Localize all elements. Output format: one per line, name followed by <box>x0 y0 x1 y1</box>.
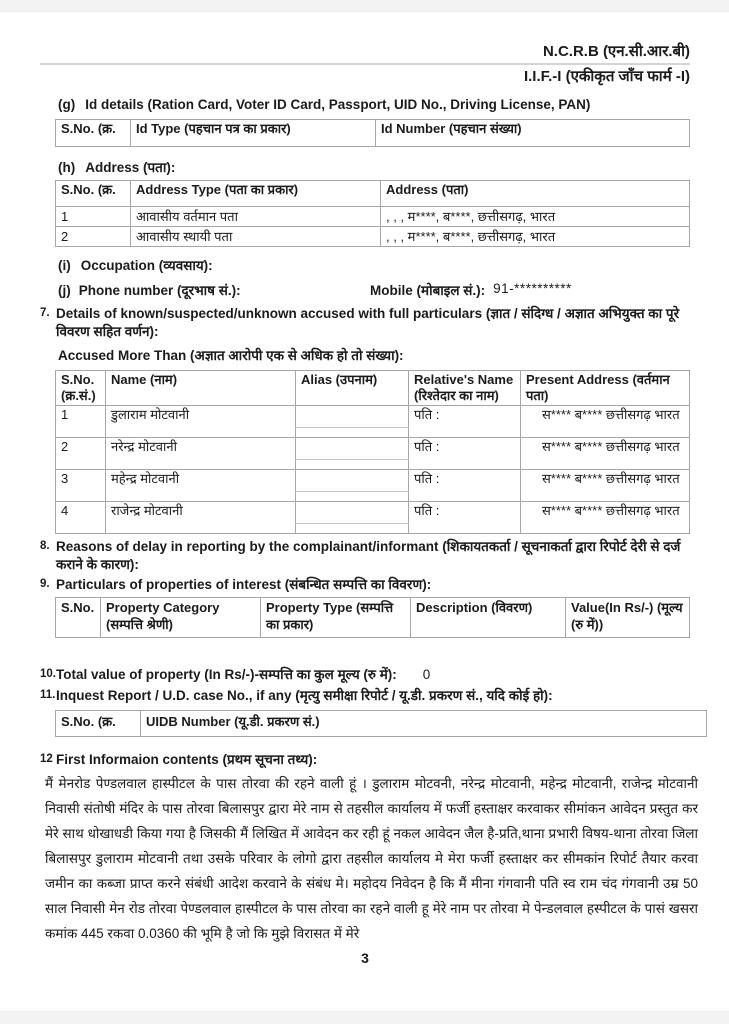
first-information-contents: मैं मेनरोड पेण्डलवाल हास्पीटल के पास तोरवा की रहने वाली हूं । डुलाराम मोटवनी, नरेन्द्र मोटवानी, महेन्द्र मोटवानी, राजेन्द्र मोटवानी निवासी संतोषी मंदिर के पास तोरवा बिलासपुर द्वारा मेरे नाम से तहसील कार्यालय में फर्जी हस्ताक्षर करवाकर सीमांकन आवेदन प्रस्तुत कर मेरे साथ धोखाधडी किया गया है जिसकी मैं लिखित में आवेदन कर रही हूं नकल आवेदन जैल है-प्रति,थाना प्रभारी विषय-थाना तोरवा जिला बिलासपुर डुलाराम मोटवानी तथा उसके परिवार के लोगो द्वारा तहसील कार्यालय मे मेरा फर्जी हस्ताक्षर कर सीमकांन रिपोर्ट तैयार करवा जमीन का कब्जा प्राप्त करने संबंधी आदेश करवाने के संबंध मे। महोदय निवेदन है कि मैं मीना गंगवानी पति स्व राम चंद गंगवानी उम्र 50 साल निवासी मेन रोड तोरवा पेण्डलवाल हास्पीटल के पास तोरवा का रहने वाली हू मेरे नाम पर तोरवा मे पेन्डलवाल हस्पीटल के पासं खसरा कमांक 445 रकवा 0.0360 की भूमि है जो कि मुझे विरासत में मेरे <box>45 776 698 941</box>
address-type-header: Address Type (पता का प्रकार) <box>131 181 381 207</box>
inquest-header-row <box>56 711 707 737</box>
accused-row-sno: 4 <box>56 502 106 534</box>
accused-row <box>56 502 690 534</box>
accused-row <box>56 438 690 470</box>
section-j-title: Phone number (दूरभाष सं.): <box>78 283 241 298</box>
section-j-heading <box>58 281 690 299</box>
property-sno-header: S.No. <box>56 598 101 638</box>
section-12-title: First Informaion contents (प्रथम सूचना तथ्य): <box>56 752 318 767</box>
address-row-sno: 1 <box>56 207 131 227</box>
section-11-number: 11. <box>40 689 56 701</box>
accused-row-name: नरेन्द्र मोटवानी <box>106 438 296 470</box>
id-type-header: Id Type (पहचान पत्र का प्रकार) <box>131 120 376 147</box>
property-category-header: Property Category (सम्पत्ति श्रेणी) <box>101 598 261 638</box>
id-details-table <box>55 119 690 147</box>
section-12-heading <box>40 751 690 769</box>
total-value-label: Total value of property (In Rs/-)-सम्पत्ति का कुल मूल्य (रु में): <box>56 667 397 682</box>
accused-row-name: डुलाराम मोटवानी <box>106 406 296 438</box>
section-h-label: (h) <box>58 160 76 175</box>
section-7-heading <box>40 305 690 341</box>
phone-number-label <box>58 281 370 299</box>
accused-alias-header: Alias (उपनाम) <box>296 371 409 406</box>
address-row-sno: 2 <box>56 227 131 247</box>
accused-row-address: स**** ब**** छत्तीसगढ़ भारत <box>521 502 690 534</box>
section-9-heading <box>40 576 690 594</box>
section-h-heading <box>58 159 690 177</box>
accused-row-relative: पति : <box>409 438 521 470</box>
accused-row <box>56 470 690 502</box>
accused-row-relative: पति : <box>409 502 521 534</box>
alias-subcell-divider <box>295 459 409 460</box>
accused-row-address: स**** ब**** छत्तीसगढ़ भारत <box>521 406 690 438</box>
address-row-value: , , , म****, ब****, छत्तीसगढ़, भारत <box>381 227 690 247</box>
accused-row-sno: 2 <box>56 438 106 470</box>
address-row-type: आवासीय वर्तमान पता <box>131 207 381 227</box>
accused-row-alias <box>296 438 409 470</box>
accused-row <box>56 406 690 438</box>
section-10-title <box>56 666 690 684</box>
section-8-heading <box>40 538 690 574</box>
total-value-amount: 0 <box>422 667 431 682</box>
section-7-title: Details of known/suspected/unknown accused with full particulars (ज्ञात / संदिग्ध / अज्ञात अभियुक्त का पूरे विवरण सहित वर्णन): <box>56 306 680 339</box>
accused-address-header: Present Address (वर्तमान पता) <box>521 371 690 406</box>
accused-row-address: स**** ब**** छत्तीसगढ़ भारत <box>521 438 690 470</box>
accused-row-alias <box>296 502 409 534</box>
accused-sno-header: S.No. (क्र.सं.) <box>56 371 106 406</box>
address-row-value: , , , म****, ब****, छत्तीसगढ़, भारत <box>381 207 690 227</box>
properties-table <box>55 597 690 638</box>
accused-row-name: महेन्द्र मोटवानी <box>106 470 296 502</box>
id-details-header-row <box>56 120 690 147</box>
accused-row-relative: पति : <box>409 406 521 438</box>
inquest-uidb-header: UIDB Number (यू.डी. प्रकरण सं.) <box>141 711 707 737</box>
address-row <box>56 227 690 247</box>
section-g-label: (g) <box>58 97 76 112</box>
address-sno-header: S.No. (क्र. <box>56 181 131 207</box>
section-12-number: 12 <box>40 753 53 765</box>
property-description-header: Description (विवरण) <box>411 598 566 638</box>
properties-header-row <box>56 598 690 638</box>
accused-row-sno: 1 <box>56 406 106 438</box>
form-title: I.I.F.-I (एकीकृत जाँच फार्म -I) <box>523 68 690 85</box>
accused-more-than-label: Accused More Than (अज्ञात आरोपी एक से अधिक हो तो संख्या): <box>58 348 404 363</box>
accused-header-row <box>56 371 690 406</box>
mobile-label: Mobile (मोबाइल सं.): <box>370 283 486 298</box>
section-i-label: (i) <box>58 258 71 273</box>
page-number: 3 <box>361 950 369 966</box>
section-10-heading <box>40 666 690 684</box>
section-i-heading <box>58 257 690 275</box>
alias-subcell-divider <box>295 491 409 492</box>
header-divider <box>40 63 690 65</box>
accused-row-alias <box>296 406 409 438</box>
accused-row-sno: 3 <box>56 470 106 502</box>
property-value-header: Value(In Rs/-) (मूल्य (रु में)) <box>566 598 690 638</box>
accused-relative-header: Relative's Name (रिश्तेदार का नाम) <box>409 371 521 406</box>
alias-subcell-divider <box>295 427 409 428</box>
address-header-row <box>56 181 690 207</box>
section-8-number: 8. <box>40 540 50 552</box>
document-content <box>0 42 729 966</box>
accused-name-header: Name (नाम) <box>106 371 296 406</box>
section-g-title: Id details (Ration Card, Voter ID Card, Passport, UID No., Driving License, PAN) <box>85 97 591 112</box>
ncrb-title: N.C.R.B (एन.सी.आर.बी) <box>542 43 690 60</box>
mobile-value: 91-********** <box>493 281 572 296</box>
address-row <box>56 207 690 227</box>
alias-subcell-divider <box>295 523 409 524</box>
document-header <box>40 42 690 86</box>
section-g-heading <box>58 96 690 114</box>
section-9-title: Particulars of properties of interest (संबन्धित सम्पत्ति का विवरण): <box>56 577 432 592</box>
section-i-title: Occupation (व्यवसाय): <box>80 258 213 273</box>
accused-row-alias <box>296 470 409 502</box>
scan-edge-bottom <box>0 1011 729 1024</box>
section-11-heading <box>40 687 690 705</box>
accused-row-address: स**** ब**** छत्तीसगढ़ भारत <box>521 470 690 502</box>
accused-row-relative: पति : <box>409 470 521 502</box>
inquest-table <box>55 710 707 737</box>
accused-row-name: राजेन्द्र मोटवानी <box>106 502 296 534</box>
section-j-label: (j) <box>58 283 71 298</box>
section-11-title: Inquest Report / U.D. case No., if any (मृत्यु समीक्षा रिपोर्ट / यू.डी. प्रकरण सं., यदि कोई हो): <box>56 688 553 703</box>
scan-edge-top <box>0 0 729 12</box>
address-table <box>55 180 690 247</box>
section-10-number: 10. <box>40 668 56 680</box>
property-type-header: Property Type (सम्पत्ति का प्रकार) <box>261 598 411 638</box>
section-h-title: Address (पता): <box>85 160 176 175</box>
accused-table <box>55 370 690 534</box>
id-sno-header: S.No. (क्र. <box>56 120 131 147</box>
section-9-number: 9. <box>40 578 50 590</box>
section-7-number: 7. <box>40 307 50 319</box>
id-number-header: Id Number (पहचान संख्या) <box>376 120 690 147</box>
section-8-title: Reasons of delay in reporting by the complainant/informant (शिकायतकर्ता / सूचनाकर्ता द्वारा रिपोर्ट देरी से दर्ज कराने के कारण): <box>56 539 681 572</box>
address-header: Address (पता) <box>381 181 690 207</box>
address-row-type: आवासीय स्थायी पता <box>131 227 381 247</box>
inquest-sno-header: S.No. (क्र. <box>56 711 141 737</box>
